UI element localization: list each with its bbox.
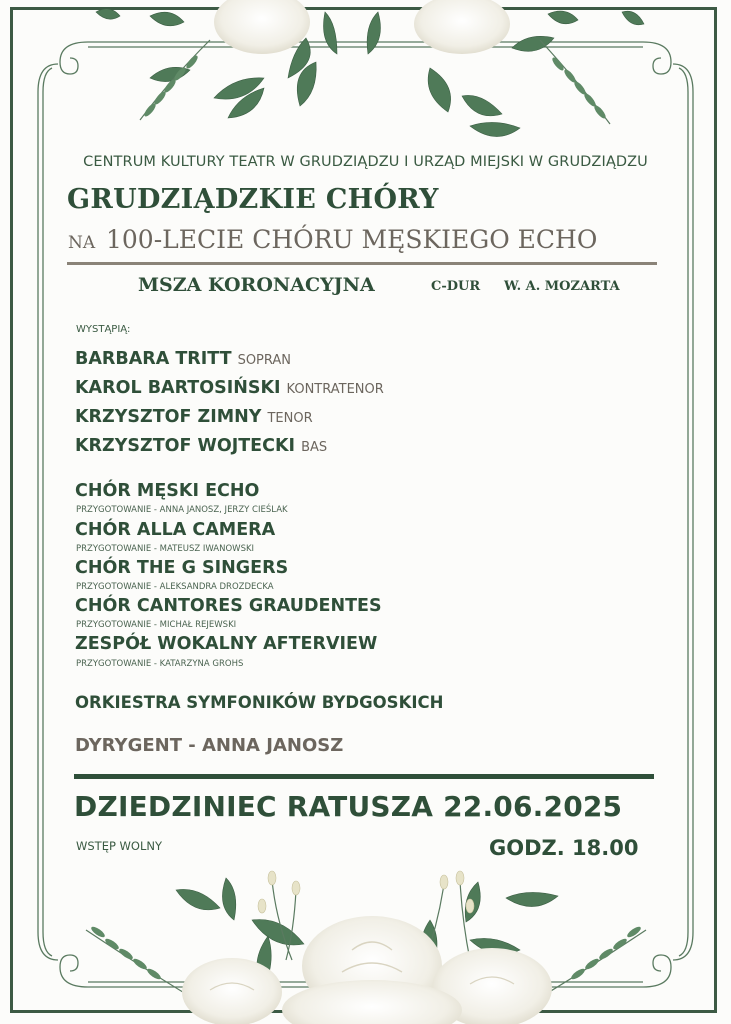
soloist-voice: KONTRATENOR bbox=[286, 382, 384, 397]
choir-name: CHÓR MĘSKI ECHO bbox=[75, 481, 260, 501]
soloist-voice: TENOR bbox=[267, 411, 313, 426]
venue-date: DZIEDZINIEC RATUSZA 22.06.2025 bbox=[74, 790, 623, 823]
soloist bbox=[75, 436, 327, 456]
choir-name: CHÓR ALLA CAMERA bbox=[75, 520, 276, 540]
orchestra: ORKIESTRA SYMFONIKÓW BYDGOSKICH bbox=[75, 693, 444, 712]
subtitle-prefix: NA bbox=[68, 233, 96, 253]
soloist-name: KAROL BARTOSIŃSKI bbox=[75, 378, 281, 398]
admission: WSTĘP WOLNY bbox=[76, 839, 163, 853]
main-title: GRUDZIĄDZKIE CHÓRY bbox=[67, 184, 439, 215]
choir-name: ZESPÓŁ WOKALNY AFTERVIEW bbox=[75, 634, 378, 654]
performers-label: WYSTĄPIĄ: bbox=[76, 324, 131, 335]
conductor: DYRYGENT - ANNA JANOSZ bbox=[75, 735, 344, 756]
mass-key: C-DUR bbox=[431, 279, 481, 294]
subtitle-main: 100-LECIE CHÓRU MĘSKIEGO ECHO bbox=[106, 225, 598, 254]
choir-preparation: PRZYGOTOWANIE - ANNA JANOSZ, JERZY CIEŚLAK bbox=[76, 505, 288, 515]
subtitle-divider bbox=[67, 262, 657, 265]
choir-name: CHÓR CANTORES GRAUDENTES bbox=[75, 596, 382, 616]
soloist-voice: BAS bbox=[301, 440, 328, 455]
soloist bbox=[75, 349, 291, 369]
soloist bbox=[75, 378, 384, 398]
choir-preparation: PRZYGOTOWANIE - MATEUSZ IWANOWSKI bbox=[76, 544, 255, 554]
soloist-name: BARBARA TRITT bbox=[75, 349, 232, 369]
choir-preparation: PRZYGOTOWANIE - ALEKSANDRA DROZDECKA bbox=[76, 582, 274, 592]
choir-preparation: PRZYGOTOWANIE - KATARZYNA GROHS bbox=[76, 659, 244, 669]
event-time: GODZ. 18.00 bbox=[489, 836, 639, 860]
choir-name: CHÓR THE G SINGERS bbox=[75, 558, 289, 578]
soloist bbox=[75, 407, 313, 427]
flower-icon bbox=[182, 916, 552, 1024]
choir-preparation: PRZYGOTOWANIE - MICHAŁ REJEWSKI bbox=[76, 620, 237, 630]
soloist-name: KRZYSZTOF WOJTECKI bbox=[75, 436, 296, 456]
soloist-voice: SOPRAN bbox=[237, 353, 292, 368]
mass-title: MSZA KORONACYJNA bbox=[138, 274, 375, 296]
mass-composer: W. A. MOZARTA bbox=[504, 279, 620, 294]
soloist-name: KRZYSZTOF ZIMNY bbox=[75, 407, 262, 427]
main-divider bbox=[74, 774, 654, 779]
flower-icon bbox=[214, 0, 510, 54]
organizer-line: CENTRUM KULTURY TEATR W GRUDZIĄDZU I URZĄD MIEJSKI W GRUDZIĄDZU bbox=[83, 154, 648, 170]
